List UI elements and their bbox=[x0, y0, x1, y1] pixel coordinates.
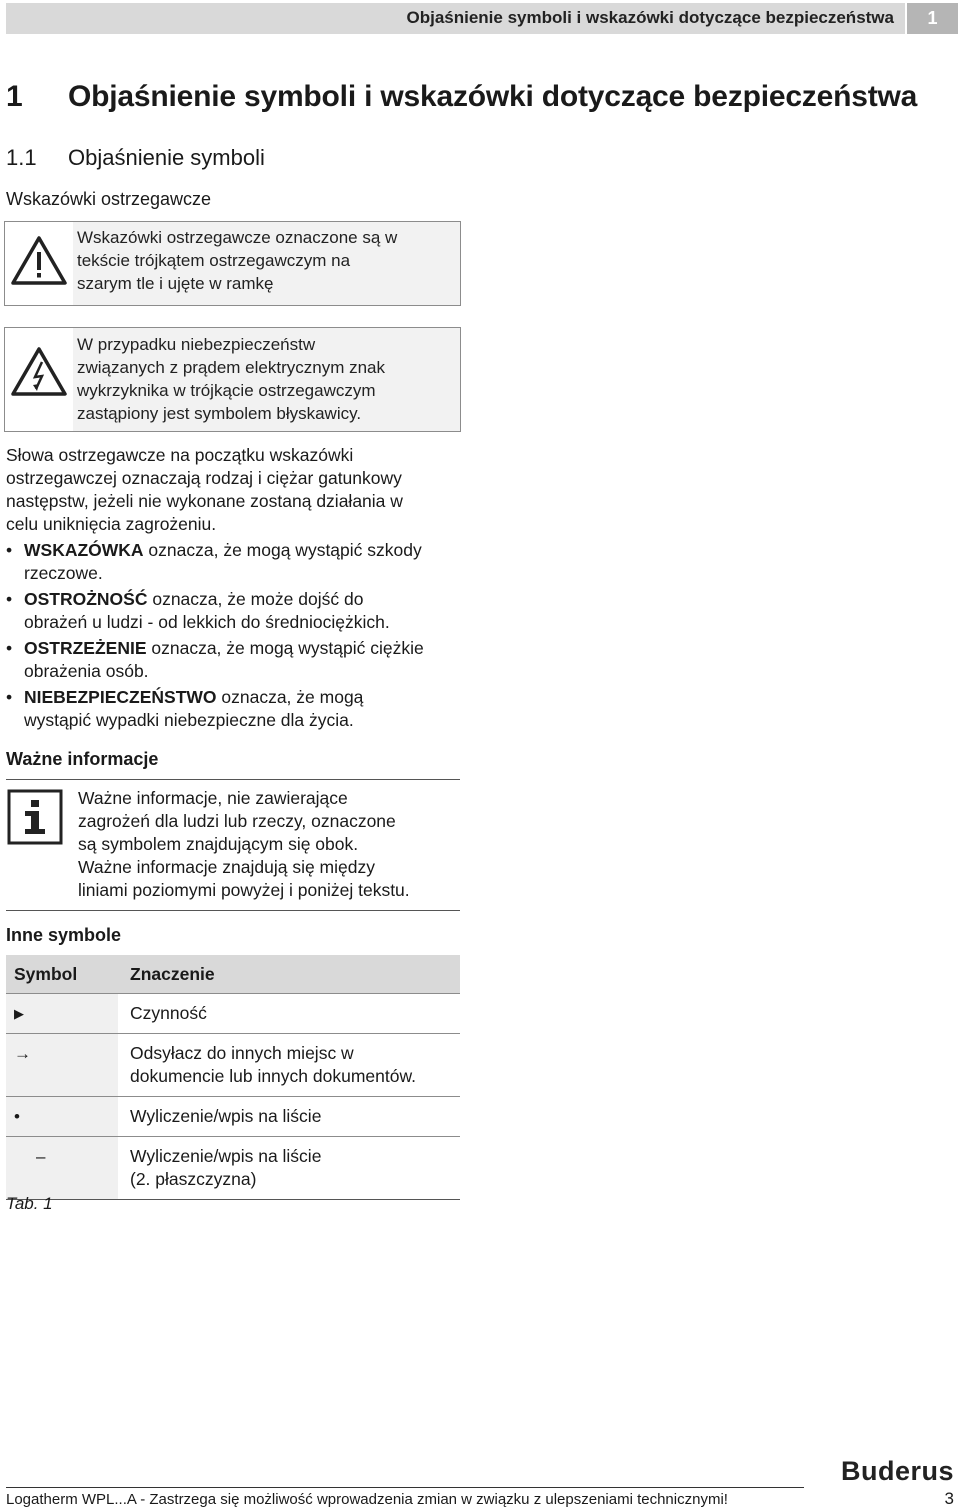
meaning-cell bbox=[118, 1034, 460, 1097]
text-line: szarym tle i ujęte w ramkę bbox=[77, 274, 274, 293]
text-line: celu uniknięcia zagrożeniu. bbox=[6, 514, 217, 534]
signal-word-desc: obrażeń u ludzi - od lekkich do średniociężkich. bbox=[24, 612, 390, 632]
column-header-symbol: Symbol bbox=[6, 955, 118, 994]
divider-bottom bbox=[6, 910, 460, 911]
text-line: W przypadku niebezpieczeństw bbox=[77, 335, 316, 354]
text-line: ostrzegawczej oznaczają rodzaj i ciężar gatunkowy bbox=[6, 468, 402, 488]
list-item bbox=[4, 686, 464, 732]
buderus-logo: Buderus bbox=[840, 1456, 954, 1486]
text-line: wykrzyknika w trójkącie ostrzegawczym bbox=[77, 381, 376, 400]
text-line: Wyliczenie/wpis na liście bbox=[130, 1146, 322, 1166]
section-heading-text: Objaśnienie symboli bbox=[68, 145, 265, 170]
meaning-cell bbox=[118, 1137, 460, 1200]
important-subheading: Ważne informacje bbox=[6, 749, 159, 769]
warning-box-icon-area bbox=[5, 222, 73, 305]
divider-top bbox=[6, 779, 460, 780]
column-header-meaning: Znaczenie bbox=[118, 955, 460, 994]
warning-box-electrical bbox=[4, 327, 461, 432]
info-icon bbox=[7, 789, 63, 845]
text-line: Wskazówki ostrzegawcze oznaczone są w bbox=[77, 228, 398, 247]
chapter-heading-number: 1 bbox=[6, 80, 23, 113]
text-line: Słowa ostrzegawcze na początku wskazówki bbox=[6, 445, 354, 465]
text-line: zagrożeń dla ludzi lub rzeczy, oznaczone bbox=[78, 811, 396, 831]
table-header-row bbox=[6, 955, 460, 994]
symbol-cell bbox=[6, 1034, 118, 1097]
meaning-cell bbox=[118, 1097, 460, 1137]
section-heading bbox=[6, 145, 265, 171]
text-line: związanych z prądem elektrycznym znak bbox=[77, 358, 386, 377]
signal-word-desc: oznacza, że mogą wystąpić ciężkie bbox=[146, 638, 424, 658]
section-heading-number: 1.1 bbox=[6, 145, 37, 170]
list-item bbox=[4, 539, 464, 585]
chapter-heading bbox=[6, 80, 917, 114]
signal-words-intro bbox=[6, 444, 403, 536]
signal-word: NIEBEZPIECZEŃSTWO bbox=[24, 687, 217, 707]
text-line: Wyliczenie/wpis na liście bbox=[130, 1106, 322, 1126]
signal-word-desc: oznacza, że może dojść do bbox=[147, 589, 364, 609]
warning-box-text bbox=[77, 226, 397, 295]
table-caption: Tab. 1 bbox=[6, 1194, 53, 1213]
warnings-subheading: Wskazówki ostrzegawcze bbox=[6, 189, 212, 209]
symbols-table bbox=[6, 955, 460, 1200]
symbol-cell bbox=[6, 994, 118, 1034]
signal-word-desc: wystąpić wypadki niebezpieczne dla życia. bbox=[24, 710, 354, 730]
text-line: Czynność bbox=[130, 1003, 207, 1023]
footer-text: Logatherm WPL...A - Zastrzega się możliwość wprowadzenia zmian w związku z ulepszeniami technicznymi! bbox=[6, 1491, 728, 1508]
chapter-heading-text: Objaśnienie symboli i wskazówki dotyczące bezpieczeństwa bbox=[68, 80, 918, 113]
play-triangle-icon: ▶ bbox=[14, 1006, 24, 1021]
text-line: (2. płaszczyzna) bbox=[130, 1169, 257, 1189]
other-symbols-subheading: Inne symbole bbox=[6, 925, 122, 945]
text-line: liniami poziomymi powyżej i poniżej tekstu. bbox=[78, 880, 410, 900]
list-item bbox=[4, 588, 464, 634]
table-row bbox=[6, 1137, 460, 1200]
text-line: Ważne informacje znajdują się między bbox=[78, 857, 375, 877]
signal-word: OSTRZEŻENIE bbox=[24, 638, 147, 658]
meaning-cell bbox=[118, 994, 460, 1034]
signal-word-desc: oznacza, że mogą bbox=[216, 687, 364, 707]
signal-word-desc: obrażenia osób. bbox=[24, 661, 149, 681]
important-text bbox=[78, 787, 410, 902]
table-row bbox=[6, 1097, 460, 1137]
text-line: dokumencie lub innych dokumentów. bbox=[130, 1066, 417, 1086]
signal-words-list bbox=[4, 539, 464, 735]
text-line: Ważne informacje, nie zawierające bbox=[78, 788, 348, 808]
warning-box-general bbox=[4, 221, 461, 306]
symbol-cell bbox=[6, 1097, 118, 1137]
text-line: następstw, jeżeli nie wykonane zostaną działania w bbox=[6, 491, 403, 511]
table-row bbox=[6, 994, 460, 1034]
signal-word-desc: oznacza, że mogą wystąpić szkody bbox=[143, 540, 422, 560]
text-line: Odsyłacz do innych miejsc w bbox=[130, 1043, 354, 1063]
lightning-triangle-icon bbox=[10, 346, 68, 398]
text-line: tekście trójkątem ostrzegawczym na bbox=[77, 251, 351, 270]
warning-triangle-icon bbox=[10, 235, 68, 287]
signal-word-desc: rzeczowe. bbox=[24, 563, 103, 583]
warning-box-text bbox=[77, 333, 385, 425]
warning-box-icon-area bbox=[5, 328, 73, 431]
page-number: 3 bbox=[944, 1489, 954, 1508]
bullet-icon: • bbox=[14, 1107, 20, 1126]
dash-icon: – bbox=[36, 1147, 46, 1166]
footer-divider bbox=[6, 1487, 804, 1488]
text-line: zastąpiony jest symbolem błyskawicy. bbox=[77, 404, 362, 423]
signal-word: WSKAZÓWKA bbox=[24, 540, 144, 560]
symbol-cell bbox=[6, 1137, 118, 1200]
text-line: są symbolem znajdującym się obok. bbox=[78, 834, 359, 854]
list-item bbox=[4, 637, 464, 683]
signal-word: OSTROŻNOŚĆ bbox=[24, 589, 148, 609]
chapter-number-tab: 1 bbox=[907, 3, 958, 34]
running-header-title: Objaśnienie symboli i wskazówki dotyczące bezpieczeństwa bbox=[406, 8, 894, 27]
arrow-right-icon: → bbox=[14, 1044, 31, 1063]
table-row bbox=[6, 1034, 460, 1097]
